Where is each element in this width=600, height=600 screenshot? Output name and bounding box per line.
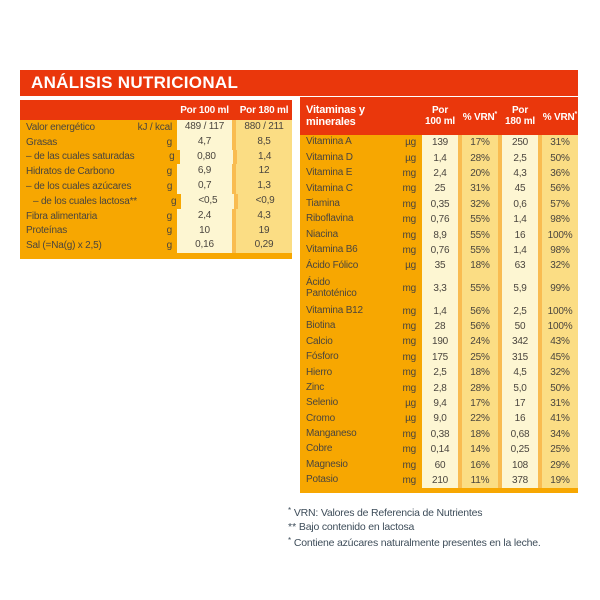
value-per-180ml: 315 bbox=[502, 350, 538, 365]
col-header-vrn-100 bbox=[462, 109, 498, 123]
value-per-100ml: 0,16 bbox=[177, 238, 232, 253]
table-row bbox=[300, 135, 578, 150]
value-per-100ml: 489 / 117 bbox=[177, 120, 232, 135]
label-line: Calcio bbox=[306, 335, 333, 347]
value-per-100ml: 2,5 bbox=[422, 365, 458, 380]
row-label bbox=[300, 398, 390, 409]
vrn-percent-100ml: 16% bbox=[462, 457, 498, 472]
row-unit: mg bbox=[402, 351, 416, 363]
vrn-percent-180ml: 98% bbox=[542, 212, 578, 227]
label-line: Manganeso bbox=[306, 428, 357, 440]
footnote-marker: * bbox=[494, 111, 498, 118]
vrn-percent-180ml: 34% bbox=[542, 427, 578, 442]
row-label bbox=[300, 383, 390, 394]
row-label: Proteínas bbox=[26, 225, 68, 237]
value-per-180ml: 108 bbox=[502, 457, 538, 472]
header-line: Por bbox=[511, 105, 529, 116]
row-unit: µg bbox=[405, 260, 416, 272]
table-row bbox=[300, 181, 578, 196]
value-per-180ml: 0,25 bbox=[502, 442, 538, 457]
row-label: Valor energético bbox=[26, 121, 95, 133]
value-per-100ml: 0,38 bbox=[422, 427, 458, 442]
footnote-line bbox=[288, 504, 590, 521]
value-per-100ml: 8,9 bbox=[422, 227, 458, 242]
footnote-marker: * bbox=[574, 111, 578, 118]
vrn-label: % VRN bbox=[542, 112, 575, 123]
vitamins-minerals-table bbox=[300, 97, 578, 493]
value-per-180ml: 4,3 bbox=[502, 166, 538, 181]
vrn-percent-100ml: 18% bbox=[462, 258, 498, 273]
vrn-percent-100ml: 20% bbox=[462, 166, 498, 181]
row-unit: mg bbox=[402, 459, 416, 471]
vrn-percent-100ml: 28% bbox=[462, 150, 498, 165]
footnote-text: Bajo contenido en lactosa bbox=[296, 520, 415, 533]
value-per-100ml: 0,35 bbox=[422, 197, 458, 212]
row-label bbox=[300, 214, 390, 225]
table-row bbox=[300, 427, 578, 442]
value-per-180ml: 45 bbox=[502, 181, 538, 196]
row-label bbox=[300, 184, 390, 195]
value-per-100ml: 25 bbox=[422, 181, 458, 196]
row-unit: µg bbox=[405, 413, 416, 425]
row-label bbox=[300, 444, 390, 455]
row-unit: mg bbox=[402, 475, 416, 486]
footnote-text: Contiene azúcares naturalmente presentes en la leche. bbox=[291, 537, 541, 549]
vrn-percent-180ml: 29% bbox=[542, 457, 578, 472]
table-row bbox=[300, 319, 578, 334]
footnotes bbox=[288, 504, 590, 551]
row-label bbox=[300, 414, 390, 425]
value-per-100ml: 6,9 bbox=[177, 164, 232, 179]
value-per-180ml: 342 bbox=[502, 334, 538, 349]
row-label bbox=[300, 475, 390, 486]
label-line: Selenio bbox=[306, 397, 338, 409]
row-label bbox=[300, 261, 390, 272]
value-per-100ml: 9,4 bbox=[422, 396, 458, 411]
col-header-vrn-180 bbox=[542, 109, 578, 123]
row-unit: mg bbox=[402, 336, 416, 348]
value-per-180ml: 2,5 bbox=[502, 304, 538, 319]
value-per-100ml: 2,4 bbox=[422, 166, 458, 181]
label-line: Vitamina D bbox=[306, 151, 353, 163]
row-unit: µg bbox=[405, 398, 416, 410]
row-label bbox=[300, 429, 390, 440]
label-line: Pantoténico bbox=[306, 287, 357, 299]
row-unit: kJ / kcal bbox=[137, 121, 172, 133]
table-row bbox=[300, 457, 578, 472]
value-per-100ml: 10 bbox=[177, 224, 232, 239]
section-title-bar bbox=[20, 70, 578, 96]
vrn-percent-180ml: 25% bbox=[542, 442, 578, 457]
macronutrients-table-header bbox=[20, 100, 292, 120]
value-per-100ml: 28 bbox=[422, 319, 458, 334]
value-per-180ml: 1,4 bbox=[502, 243, 538, 258]
label-line: Vitamina C bbox=[306, 182, 353, 194]
header-line: Por bbox=[431, 105, 449, 116]
label-line: Magnesio bbox=[306, 458, 348, 470]
table-row bbox=[20, 209, 292, 224]
row-unit: mg bbox=[402, 198, 416, 210]
row-unit: g bbox=[166, 210, 172, 222]
vrn-percent-100ml: 24% bbox=[462, 334, 498, 349]
vrn-percent-100ml: 55% bbox=[462, 212, 498, 227]
row-unit: mg bbox=[402, 283, 416, 295]
row-unit: mg bbox=[402, 444, 416, 456]
table-row bbox=[20, 150, 292, 165]
row-unit: µg bbox=[405, 152, 416, 164]
vrn-percent-180ml: 57% bbox=[542, 197, 578, 212]
vrn-percent-100ml: 56% bbox=[462, 304, 498, 319]
label-line: Cobre bbox=[306, 443, 333, 455]
vrn-percent-180ml: 100% bbox=[542, 319, 578, 334]
vrn-percent-100ml: 11% bbox=[462, 473, 498, 488]
value-per-180ml: 63 bbox=[502, 258, 538, 273]
table-row bbox=[300, 212, 578, 227]
table-row bbox=[300, 227, 578, 242]
col-header-vitamins-minerals bbox=[300, 104, 390, 128]
row-label bbox=[300, 306, 390, 317]
value-per-180ml: 5,9 bbox=[502, 274, 538, 304]
vrn-percent-100ml: 18% bbox=[462, 365, 498, 380]
value-per-180ml: 378 bbox=[502, 473, 538, 488]
value-per-100ml: 0,80 bbox=[180, 150, 234, 165]
header-line: 100 ml bbox=[425, 116, 455, 127]
vrn-percent-180ml: 50% bbox=[542, 150, 578, 165]
vrn-percent-100ml: 28% bbox=[462, 380, 498, 395]
vrn-percent-180ml: 36% bbox=[542, 166, 578, 181]
value-per-180ml: 8,5 bbox=[236, 135, 292, 150]
row-label: Sal (=Na(g) x 2,5) bbox=[26, 240, 102, 252]
row-unit: mg bbox=[402, 183, 416, 195]
row-label: Fibra alimentaria bbox=[26, 210, 98, 222]
value-per-100ml: 139 bbox=[422, 135, 458, 150]
vrn-percent-180ml: 41% bbox=[542, 411, 578, 426]
table-row bbox=[300, 243, 578, 258]
row-label bbox=[300, 137, 390, 148]
row-unit: mg bbox=[402, 229, 416, 241]
row-label bbox=[300, 230, 390, 241]
label-line: Vitamina E bbox=[306, 167, 353, 179]
value-per-180ml: 2,5 bbox=[502, 150, 538, 165]
value-per-180ml: 16 bbox=[502, 411, 538, 426]
label-line: Niacina bbox=[306, 228, 338, 240]
col-header-per-100ml: Por 100 ml bbox=[180, 104, 229, 116]
value-per-100ml: 35 bbox=[422, 258, 458, 273]
table-row bbox=[300, 442, 578, 457]
vrn-percent-180ml: 43% bbox=[542, 334, 578, 349]
footnote-marker: * bbox=[288, 506, 292, 515]
value-per-100ml: 2,4 bbox=[177, 209, 232, 224]
footnote-line bbox=[288, 534, 590, 551]
value-per-180ml: 5,0 bbox=[502, 380, 538, 395]
row-label bbox=[300, 153, 390, 164]
section-title: ANÁLISIS NUTRICIONAL bbox=[31, 73, 239, 92]
row-label bbox=[300, 278, 390, 299]
row-unit: g bbox=[166, 240, 172, 252]
table-row bbox=[300, 365, 578, 380]
col-header-per-180ml bbox=[502, 105, 538, 127]
table-row bbox=[300, 411, 578, 426]
label-line: Ácido bbox=[306, 277, 331, 289]
row-unit: mg bbox=[402, 214, 416, 226]
footnote-text: VRN: Valores de Referencia de Nutrientes bbox=[291, 507, 483, 519]
value-per-180ml: 50 bbox=[502, 319, 538, 334]
row-label: Grasas bbox=[26, 136, 58, 148]
vrn-percent-180ml: 32% bbox=[542, 258, 578, 273]
row-unit: mg bbox=[402, 167, 416, 179]
label-line: Vitamina B12 bbox=[306, 304, 363, 316]
row-label bbox=[300, 368, 390, 379]
table-row bbox=[20, 194, 292, 209]
label-line: Biotina bbox=[306, 320, 336, 332]
value-per-100ml: 0,76 bbox=[422, 212, 458, 227]
header-line: Vitaminas y bbox=[306, 104, 365, 116]
value-per-180ml: <0,9 bbox=[238, 194, 292, 209]
vitamins-minerals-table-body bbox=[300, 135, 578, 493]
vrn-percent-180ml: 31% bbox=[542, 135, 578, 150]
value-per-100ml: 175 bbox=[422, 350, 458, 365]
row-label bbox=[300, 352, 390, 363]
vrn-percent-100ml: 55% bbox=[462, 274, 498, 304]
table-row bbox=[300, 258, 578, 273]
vrn-percent-180ml: 100% bbox=[542, 304, 578, 319]
macronutrients-table bbox=[20, 100, 292, 259]
table-row bbox=[300, 166, 578, 181]
row-unit: g bbox=[171, 195, 177, 207]
table-row bbox=[20, 120, 292, 135]
value-per-180ml: 4,5 bbox=[502, 365, 538, 380]
value-per-100ml: 0,14 bbox=[422, 442, 458, 457]
value-per-180ml: 17 bbox=[502, 396, 538, 411]
row-unit: mg bbox=[402, 305, 416, 317]
row-label bbox=[300, 199, 390, 210]
value-per-180ml: 4,3 bbox=[236, 209, 292, 224]
label-line: Vitamina A bbox=[306, 136, 352, 148]
col-header-per-100ml bbox=[422, 105, 458, 127]
vrn-percent-100ml: 14% bbox=[462, 442, 498, 457]
vrn-percent-180ml: 50% bbox=[542, 380, 578, 395]
value-per-100ml: 2,8 bbox=[422, 380, 458, 395]
row-label: – de los cuales lactosa** bbox=[33, 195, 137, 207]
value-per-100ml: 0,7 bbox=[177, 179, 232, 194]
label-line: Zinc bbox=[306, 381, 325, 393]
value-per-180ml: 880 / 211 bbox=[236, 120, 292, 135]
vrn-percent-180ml: 19% bbox=[542, 473, 578, 488]
row-label bbox=[300, 168, 390, 179]
header-line: minerales bbox=[306, 116, 356, 128]
value-per-180ml: 1,4 bbox=[502, 212, 538, 227]
label-line: Cromo bbox=[306, 412, 336, 424]
value-per-100ml: 0,76 bbox=[422, 243, 458, 258]
table-row bbox=[300, 334, 578, 349]
value-per-100ml: 9,0 bbox=[422, 411, 458, 426]
value-per-100ml: 4,7 bbox=[177, 135, 232, 150]
label-line: Hierro bbox=[306, 366, 333, 378]
table-row bbox=[300, 197, 578, 212]
vrn-label: % VRN bbox=[462, 112, 495, 123]
table-row bbox=[20, 224, 292, 239]
row-unit: g bbox=[166, 136, 172, 148]
table-row bbox=[300, 380, 578, 395]
label-line: Riboflavina bbox=[306, 213, 354, 225]
vitamins-minerals-table-header bbox=[300, 97, 578, 135]
row-label: Hidratos de Carbono bbox=[26, 166, 115, 178]
table-row bbox=[300, 396, 578, 411]
value-per-100ml: <0,5 bbox=[181, 194, 234, 209]
footnote-marker: * bbox=[288, 536, 292, 545]
table-row bbox=[20, 135, 292, 150]
vrn-percent-100ml: 18% bbox=[462, 427, 498, 442]
footnote-marker: ** bbox=[288, 520, 297, 533]
label-line: Tiamina bbox=[306, 198, 340, 209]
col-header-per-180ml: Por 180 ml bbox=[239, 104, 289, 116]
vrn-percent-180ml: 98% bbox=[542, 243, 578, 258]
value-per-180ml: 250 bbox=[502, 135, 538, 150]
row-unit: mg bbox=[402, 244, 416, 256]
table-row bbox=[300, 150, 578, 165]
row-unit: g bbox=[166, 181, 173, 193]
vrn-percent-180ml: 31% bbox=[542, 396, 578, 411]
value-per-100ml: 1,4 bbox=[422, 304, 458, 319]
vrn-percent-180ml: 32% bbox=[542, 365, 578, 380]
vrn-percent-180ml: 99% bbox=[542, 274, 578, 304]
vrn-percent-180ml: 56% bbox=[542, 181, 578, 196]
row-unit: mg bbox=[402, 382, 416, 394]
value-per-180ml: 0,29 bbox=[236, 238, 292, 253]
table-row bbox=[300, 473, 578, 488]
row-unit: mg bbox=[402, 367, 416, 379]
row-unit: mg bbox=[402, 321, 416, 333]
label-line: Vitamina B6 bbox=[306, 244, 358, 256]
footnote-line bbox=[288, 521, 590, 535]
value-per-100ml: 3,3 bbox=[422, 274, 458, 304]
vrn-percent-100ml: 22% bbox=[462, 411, 498, 426]
value-per-180ml: 12 bbox=[236, 164, 292, 179]
label-line: Potasio bbox=[306, 474, 338, 486]
value-per-180ml: 1,3 bbox=[236, 179, 292, 194]
table-row bbox=[20, 238, 292, 253]
header-line: 180 ml bbox=[505, 116, 535, 127]
vrn-percent-100ml: 55% bbox=[462, 243, 498, 258]
vrn-percent-180ml: 45% bbox=[542, 350, 578, 365]
vrn-percent-100ml: 32% bbox=[462, 197, 498, 212]
row-label: – de las cuales saturadas bbox=[26, 151, 135, 163]
row-unit: g bbox=[169, 151, 175, 163]
table-row bbox=[300, 350, 578, 365]
label-line: Fósforo bbox=[306, 351, 339, 363]
row-unit: mg bbox=[402, 428, 416, 440]
vrn-percent-100ml: 25% bbox=[462, 350, 498, 365]
table-row bbox=[20, 164, 292, 179]
row-label: – de los cuales azúcares bbox=[26, 181, 132, 193]
value-per-180ml: 19 bbox=[236, 224, 292, 239]
vrn-percent-100ml: 17% bbox=[462, 135, 498, 150]
row-unit: g bbox=[166, 225, 172, 237]
macronutrients-table-body bbox=[20, 120, 292, 259]
table-row bbox=[20, 179, 292, 194]
value-per-180ml: 16 bbox=[502, 227, 538, 242]
row-label bbox=[300, 321, 390, 332]
label-line: Ácido Fólico bbox=[306, 259, 359, 271]
value-per-180ml: 0,6 bbox=[502, 197, 538, 212]
vrn-percent-180ml: 100% bbox=[542, 227, 578, 242]
value-per-100ml: 190 bbox=[422, 334, 458, 349]
row-label bbox=[300, 245, 390, 256]
value-per-100ml: 210 bbox=[422, 473, 458, 488]
vrn-percent-100ml: 56% bbox=[462, 319, 498, 334]
value-per-100ml: 60 bbox=[422, 457, 458, 472]
vrn-percent-100ml: 55% bbox=[462, 227, 498, 242]
row-label bbox=[300, 337, 390, 348]
value-per-180ml: 0,68 bbox=[502, 427, 538, 442]
vrn-percent-100ml: 31% bbox=[462, 181, 498, 196]
vrn-percent-100ml: 17% bbox=[462, 396, 498, 411]
table-row bbox=[300, 304, 578, 319]
row-unit: µg bbox=[405, 137, 416, 149]
value-per-180ml: 1,4 bbox=[237, 150, 292, 165]
row-label bbox=[300, 460, 390, 471]
row-unit: g bbox=[166, 166, 172, 178]
value-per-100ml: 1,4 bbox=[422, 150, 458, 165]
table-row bbox=[300, 274, 578, 304]
